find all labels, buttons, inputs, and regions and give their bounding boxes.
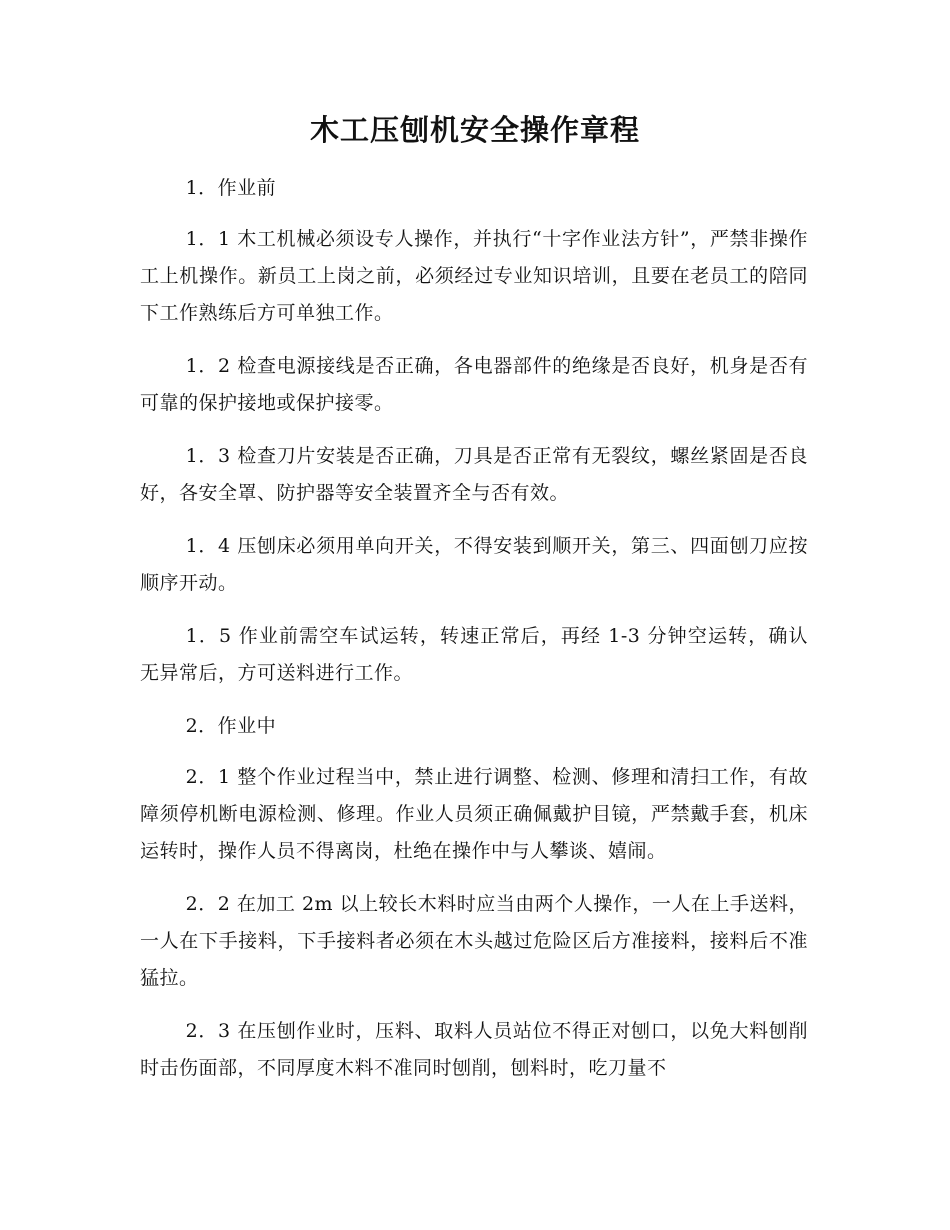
paragraph-2-1: 2．1 整个作业过程当中，禁止进行调整、检测、修理和清扫工作，有故障须停机断电源检测、修理。作业人员须正确佩戴护目镜，严禁戴手套，机床运转时，操作人员不得离岗，杜绝在操作中与人攀谈、嬉闹。 xyxy=(140,766,808,862)
section-heading-before-work: 1．作业前 xyxy=(185,177,277,199)
paragraph-2-2: 2．2 在加工 2m 以上较长木料时应当由两个人操作，一人在上手送料，一人在下手接料，下手接料者必须在木头越过危险区后方准接料，接料后不准猛拉。 xyxy=(140,893,808,989)
paragraph-1-5: 1．5 作业前需空车试运转，转速正常后，再经 1-3 分钟空运转，确认无异常后，方可送料进行工作。 xyxy=(140,625,808,684)
paragraph-1-3: 1．3 检查刀片安装是否正确，刀具是否正常有无裂纹，螺丝紧固是否良好，各安全罩、防护器等安全装置齐全与否有效。 xyxy=(140,445,808,504)
paragraph-1-2: 1．2 检查电源接线是否正确，各电器部件的绝缘是否良好，机身是否有可靠的保护接地或保护接零。 xyxy=(140,355,808,414)
paragraph-2-3: 2．3 在压刨作业时，压料、取料人员站位不得正对刨口，以免大料刨削时击伤面部，不同厚度木料不准同时刨削，刨料时，吃刀量不 xyxy=(140,1020,808,1079)
section-heading-during-work: 2．作业中 xyxy=(185,715,277,737)
document-body xyxy=(140,170,808,1103)
paragraph-1-1: 1．1 木工机械必须设专人操作，并执行“十字作业法方针”，严禁非操作工上机操作。新员工上岗之前，必须经过专业知识培训，且要在老员工的陪同下工作熟练后方可单独工作。 xyxy=(140,228,808,324)
paragraph-1-4: 1．4 压刨床必须用单向开关，不得安装到顺开关，第三、四面刨刀应按顺序开动。 xyxy=(140,535,808,594)
document-title: 木工压刨机安全操作章程 xyxy=(309,113,640,147)
